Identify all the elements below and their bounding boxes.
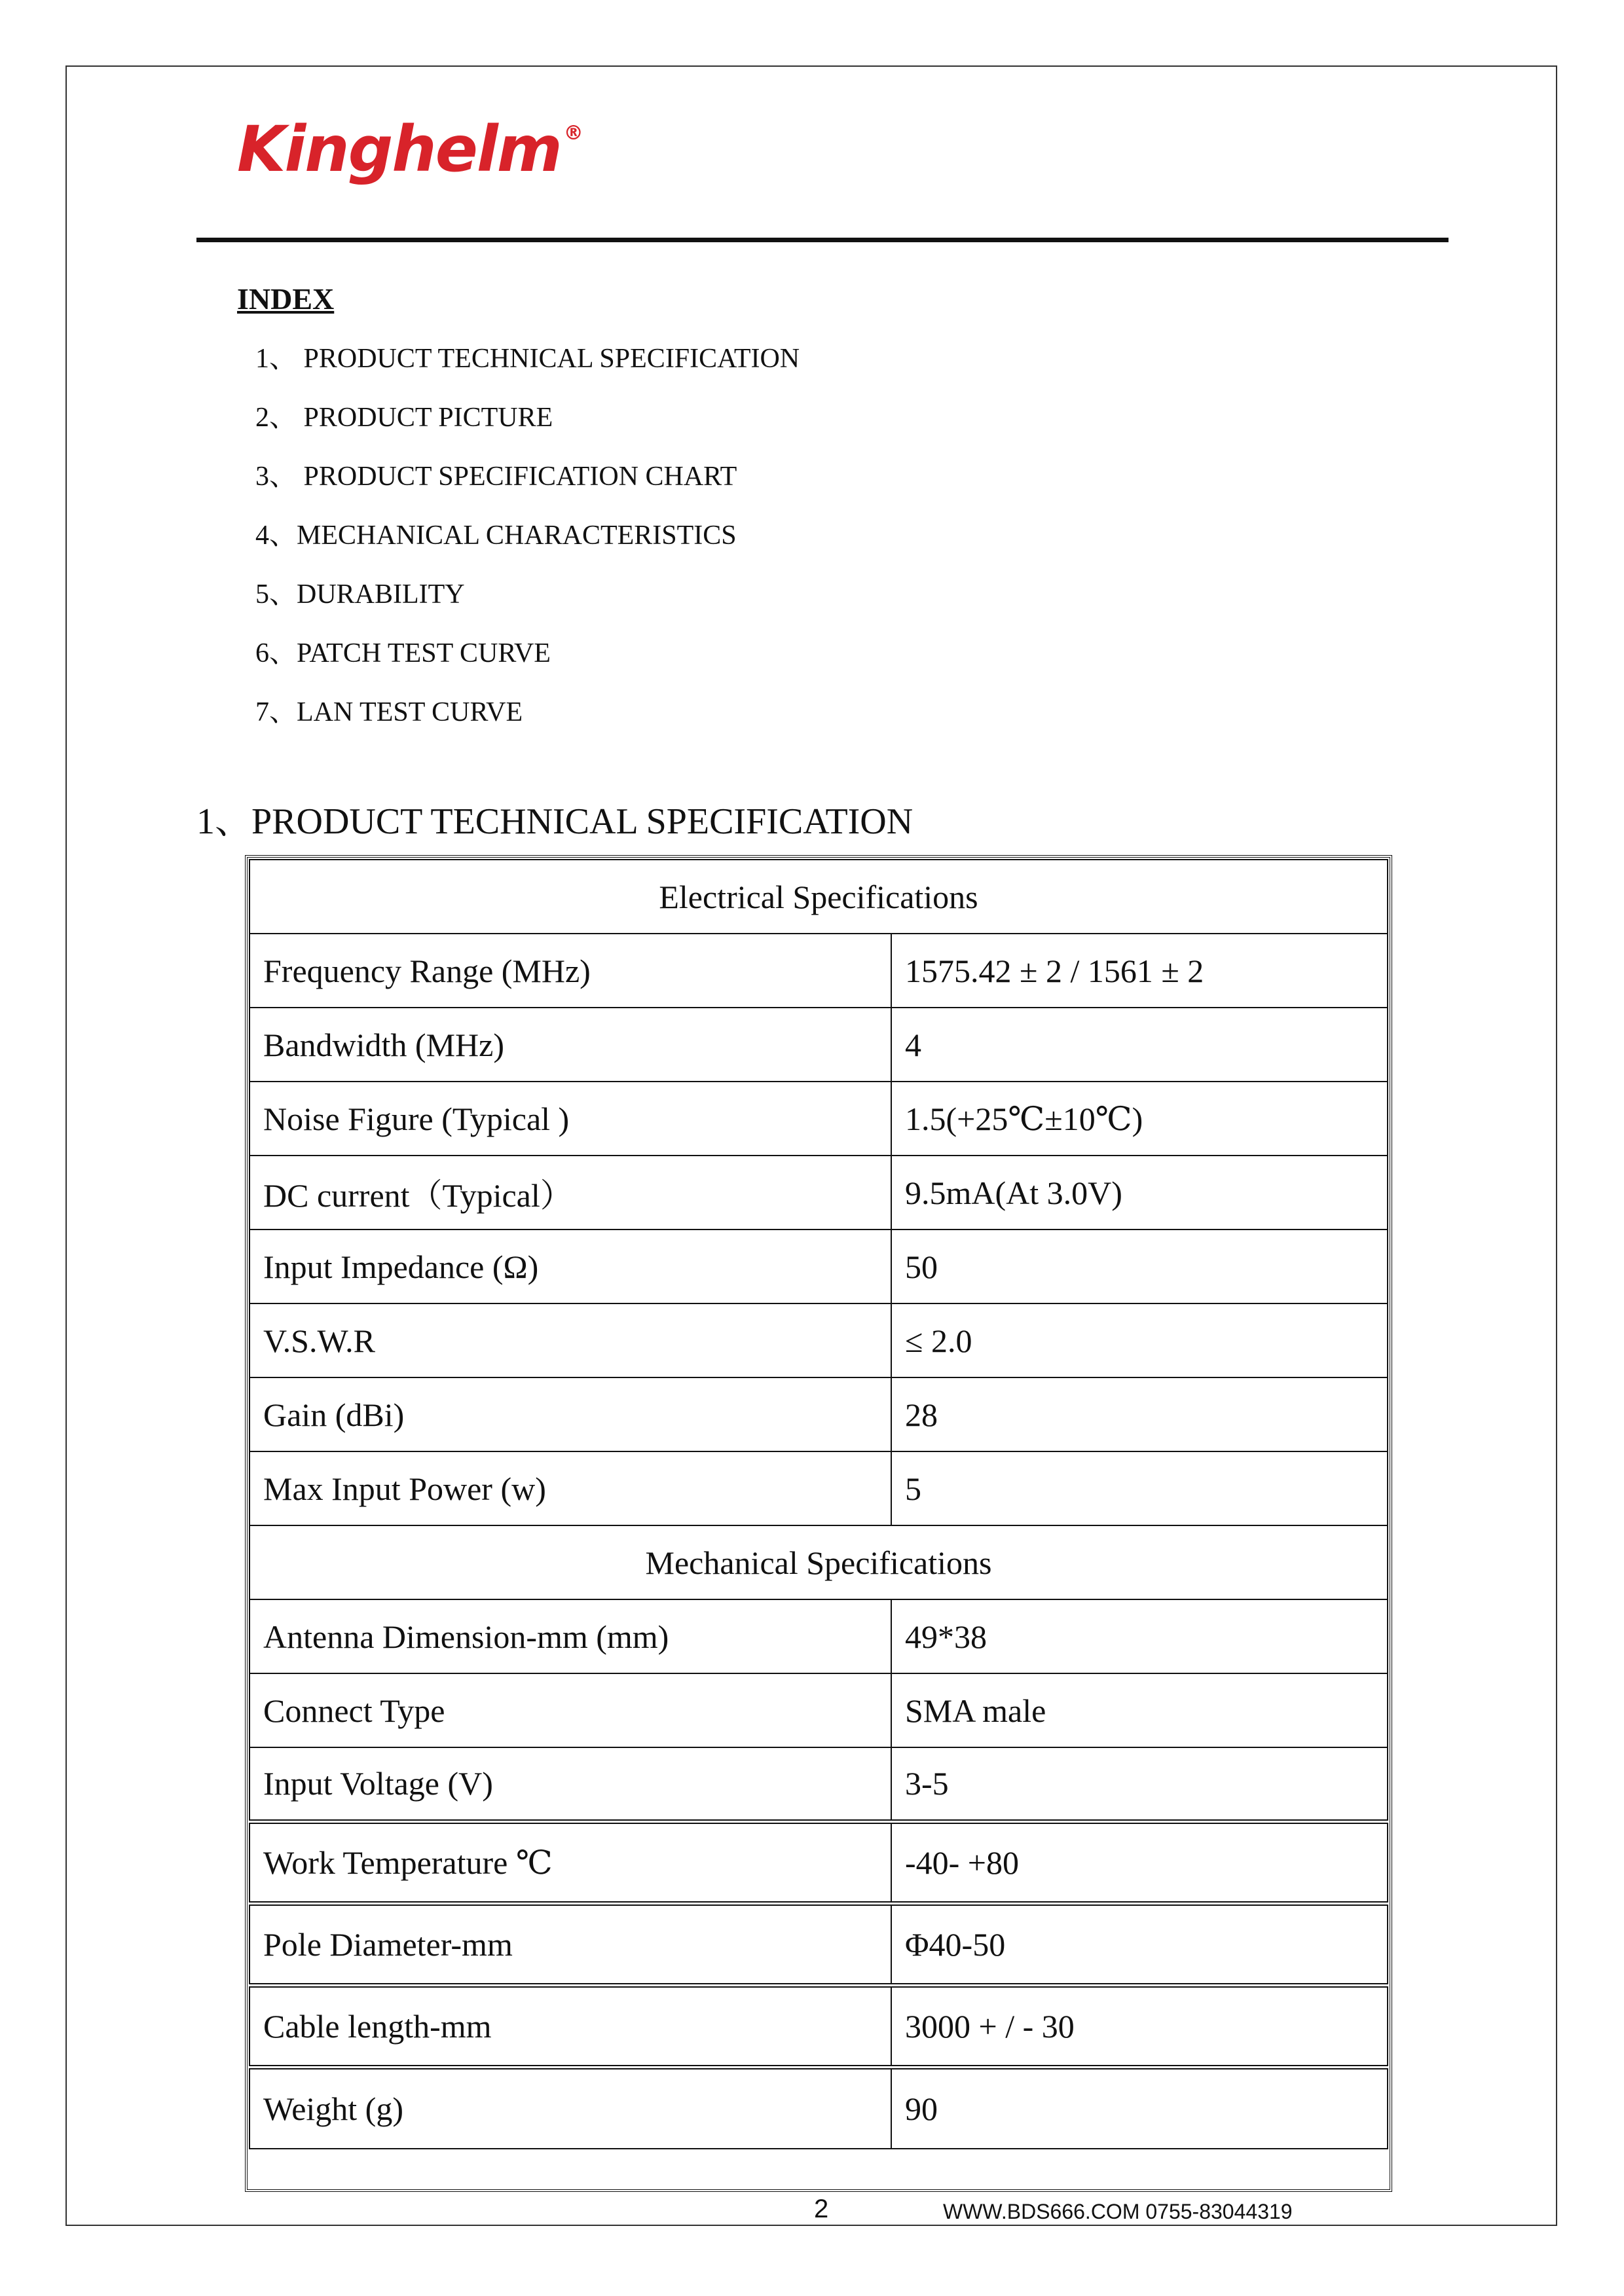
spec-value: 3000 + / - 30: [891, 1985, 1388, 2067]
index-item: 3、 PRODUCT SPECIFICATION CHART: [255, 462, 737, 492]
spec-value: 28: [891, 1377, 1388, 1451]
spec-value: SMA male: [891, 1673, 1388, 1747]
table-row: [249, 934, 1388, 1008]
table-row: [249, 1230, 1388, 1303]
table-row: [249, 1082, 1388, 1156]
spec-value: 9.5mA(At 3.0V): [891, 1156, 1388, 1230]
table-row: [249, 2067, 1388, 2149]
spec-label: DC current（Typical）: [249, 1156, 891, 1230]
table-row: [249, 860, 1388, 934]
spec-value: 1.5(+25℃±10℃): [891, 1082, 1388, 1156]
spec-value: 1575.42 ± 2 / 1561 ± 2: [891, 934, 1388, 1008]
spec-value: 4: [891, 1008, 1388, 1082]
spec-value: Φ40-50: [891, 1903, 1388, 1985]
table-row: [249, 1451, 1388, 1525]
spec-value: 3-5: [891, 1747, 1388, 1821]
index-list: [255, 340, 800, 753]
spec-label: Work Temperature ℃: [249, 1821, 891, 1903]
header-divider: [196, 238, 1449, 242]
spec-label: Frequency Range (MHz): [249, 934, 891, 1008]
spec-label: Pole Diameter-mm: [249, 1903, 891, 1985]
index-item: 6、PATCH TEST CURVE: [255, 638, 551, 668]
registered-mark: ®: [563, 122, 582, 145]
spec-label: Max Input Power (w): [249, 1451, 891, 1525]
table-row: [249, 1525, 1388, 1599]
spec-label: Weight (g): [249, 2067, 891, 2149]
logo-text: Kinghelm: [237, 113, 561, 186]
electrical-header: Electrical Specifications: [249, 860, 1388, 934]
table-row: [249, 1008, 1388, 1082]
spec-label: Noise Figure (Typical ): [249, 1082, 891, 1156]
spec-value: -40- +80: [891, 1821, 1388, 1903]
footer-contact: WWW.BDS666.COM 0755-83044319: [943, 2200, 1293, 2223]
table-row: [249, 1903, 1388, 1985]
index-item: 2、 PRODUCT PICTURE: [255, 403, 553, 433]
table-row: [249, 1673, 1388, 1747]
index-title: INDEX: [237, 282, 335, 316]
section-title: 1、PRODUCT TECHNICAL SPECIFICATION: [196, 801, 913, 842]
spec-label: Bandwidth (MHz): [249, 1008, 891, 1082]
spec-value: ≤ 2.0: [891, 1303, 1388, 1377]
table-row: [249, 1303, 1388, 1377]
table-row: [249, 1599, 1388, 1673]
kinghelm-logo: [237, 113, 582, 186]
mechanical-header: Mechanical Specifications: [249, 1525, 1388, 1599]
spec-label: Input Impedance (Ω): [249, 1230, 891, 1303]
table-row: [249, 1377, 1388, 1451]
spec-table: [249, 859, 1388, 2149]
spec-label: V.S.W.R: [249, 1303, 891, 1377]
table-row: [249, 1156, 1388, 1230]
spec-label: Cable length-mm: [249, 1985, 891, 2067]
spec-value: 49*38: [891, 1599, 1388, 1673]
table-row: [249, 1747, 1388, 1821]
index-item: 4、MECHANICAL CHARACTERISTICS: [255, 520, 737, 551]
spec-label: Connect Type: [249, 1673, 891, 1747]
index-item: 7、LAN TEST CURVE: [255, 697, 523, 727]
spec-value: 90: [891, 2067, 1388, 2149]
spec-value: 50: [891, 1230, 1388, 1303]
spec-label: Antenna Dimension-mm (mm): [249, 1599, 891, 1673]
spec-label: Input Voltage (V): [249, 1747, 891, 1821]
spec-label: Gain (dBi): [249, 1377, 891, 1451]
index-item: 5、DURABILITY: [255, 579, 465, 610]
table-row: [249, 1821, 1388, 1903]
spec-value: 5: [891, 1451, 1388, 1525]
table-row: [249, 1985, 1388, 2067]
index-item: 1、 PRODUCT TECHNICAL SPECIFICATION: [255, 344, 800, 374]
page-number: 2: [814, 2195, 829, 2223]
